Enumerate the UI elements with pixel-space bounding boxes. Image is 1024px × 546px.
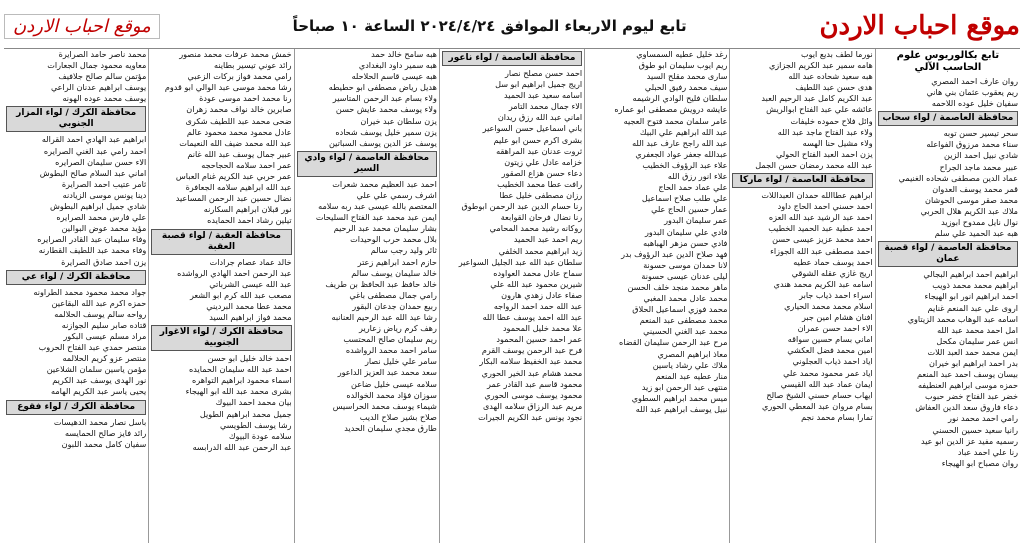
- name-entry: سوزان فؤاد محمد الخوالده: [346, 389, 437, 400]
- name-entry: دعاء حسن هزاع الصقور: [501, 167, 583, 178]
- name-entry: عمر احمد سلامه الحجاحجه: [201, 159, 292, 170]
- name-entry: سحر تيسير حسن توبه: [943, 128, 1018, 139]
- name-entry: ريم ايوب سليمان ابو طوق: [638, 60, 728, 71]
- names-column: [4, 49, 148, 543]
- name-entry: محمد فوزي اسماعيل الحلاق: [632, 304, 728, 315]
- name-entry: نجود يونس عبد الكريم الجيرات: [478, 411, 583, 422]
- name-entry: احمد عطية عبد الحميد الخطيب: [768, 223, 873, 234]
- name-entry: سناء محمد مرزوق الفواعله: [926, 139, 1018, 150]
- name-entry: محمد هشام عبد الخير الحوري: [481, 367, 583, 378]
- name-entry: علاء انور رزق الله: [667, 171, 728, 182]
- name-entry: احمد عبد الرشيد عبد الله العزه: [768, 212, 873, 223]
- name-entry: عبد الكريم كامل عبد الرحيم العبد: [761, 93, 873, 104]
- name-entry: احمد خالد خليل ابو حسن: [207, 353, 292, 364]
- name-entry: فهد صلاح الدين عبد الرؤوف بدر: [621, 248, 728, 259]
- name-entry: عبد الرحمن عبد الله الدرابسه: [192, 441, 292, 452]
- name-entry: خزامه عادل علي زيتون: [504, 156, 583, 167]
- name-entry: ولاء بسام عبد الرحمن المتاسير: [332, 93, 437, 104]
- name-entry: سلطان فليح الوادي الرشيمه: [632, 93, 728, 104]
- name-entry: تمارا بسام محمد نجم: [801, 411, 873, 422]
- name-entry: طارق مجدي سليمان الحديد: [344, 422, 437, 433]
- name-entry: سلامه عيسى خليل ضاعن: [351, 378, 437, 389]
- name-entry: ثامر عتيب احمد الصرايرة: [61, 178, 147, 189]
- name-entry: رامي احمد محمد نور: [948, 413, 1018, 424]
- name-entry: خالد عماد عصام جرادات: [209, 256, 292, 267]
- name-entry: علي فارس محمد الصرايره: [56, 212, 147, 223]
- name-entry: احمد رامي عبد الغني الصرايره: [43, 145, 147, 156]
- name-entry: الاء حسن سليمان الصرايره: [55, 156, 147, 167]
- name-entry: ريم يعقوب عثمان بني هاني: [926, 87, 1018, 98]
- name-entry: رنا حسام الدين عبد الرحمن ابوطوق: [461, 201, 583, 212]
- name-entry: احمد عبد الله سليمان الحمايده: [189, 364, 292, 375]
- name-entry: رامي محمد فواز بركات الزعبي: [187, 71, 292, 82]
- name-entry: رافت عطا محمد الخطيب: [497, 178, 583, 189]
- name-entry: شيماء يوسف محمد الحراسيس: [332, 400, 437, 411]
- name-entry: عمر حربي عبد الكريم غنام العباس: [175, 171, 292, 182]
- name-entry: بشرى اكرم حسن ابو عليم: [493, 134, 583, 145]
- name-entry: بيسان يوسف احمد عبد المنعم: [916, 369, 1018, 380]
- name-entry: هامه سمير عبد الكريم الجزازي: [768, 60, 873, 71]
- name-entry: عمر سليمان البدور: [664, 215, 728, 226]
- name-entry: رشا محمد موسى عبد الوالي ابو قدوم: [164, 82, 292, 93]
- name-entry: رامي جمال مصطفى باغي: [349, 289, 437, 300]
- name-entry: رسميه مفيد عز الدين ابو عيد: [920, 435, 1018, 446]
- name-entry: عبد الله حمد احمد الرواجه: [493, 300, 583, 311]
- name-entry: نضال حسين عبد الرحمن المساعيد: [175, 193, 292, 204]
- name-entry: سفيان كامل محمد اللبون: [61, 438, 147, 449]
- name-entry: محمد عطا محمد البرديني: [206, 300, 292, 311]
- name-entry: سماح عادل محمد العواوده: [493, 267, 583, 278]
- name-entry: رائد عوني تيسير بطاينه: [213, 60, 292, 71]
- name-entry: اماني عبد السلام صالح البطوش: [39, 167, 147, 178]
- names-grid: [4, 48, 1020, 543]
- name-entry: عمار حسين الحاج علي: [651, 204, 728, 215]
- name-entry: هبه سمير داود البغدادي: [358, 60, 437, 71]
- name-entry: ليلى عدنان عيسى حسونة: [641, 270, 728, 281]
- name-entry: سفيان خليل عوده اللاحمه: [931, 98, 1018, 109]
- name-entry: قمر محمد يوسف العدوان: [932, 183, 1018, 194]
- name-entry: ميس محمد ابراهيم السطوي: [631, 392, 728, 403]
- name-entry: لانا حمدان موسى حسونة: [643, 259, 728, 270]
- name-entry: ابراهيم احمد ابراهيم البجالي: [923, 269, 1018, 280]
- name-entry: منتهى عبد الرحمن ابو زيد: [641, 381, 728, 392]
- name-entry: رانيا سعيد حسين الحسني: [932, 424, 1018, 435]
- name-entry: يزن احمد صادق الصرايرة: [61, 256, 147, 267]
- name-entry: عبد الله ابراهيم علي البيك: [639, 126, 728, 137]
- name-entry: عامر سلمان محمد فتوح العجيه: [623, 115, 728, 126]
- name-entry: ايمن عبد محمد عبد الفتاح السليحات: [315, 212, 437, 223]
- name-entry: وفاء سليمان عبد القادر الصرايره: [37, 234, 147, 245]
- name-entry: صابرين خالد نواف محمد زهران: [186, 104, 292, 115]
- name-entry: محمد صقر موسى الحوشان: [925, 194, 1018, 205]
- name-entry: حمزه اكرم عبد الله البقاعين: [51, 297, 147, 308]
- name-entry: احمد ابراهيم انور ابو الهيجاء: [924, 291, 1018, 302]
- name-entry: مؤتمن سالم صالح جلافيف: [58, 71, 147, 82]
- name-entry: سامر علي خليل نصار: [364, 356, 437, 367]
- section-heading: محافظة العاصمة / لواء ناعور: [442, 51, 582, 66]
- name-entry: زيد ابراهيم محمد الخلفي: [498, 245, 583, 256]
- name-entry: اسامه سعيد عبد الحميد: [504, 90, 583, 101]
- name-entry: المعتصم بالله عيسى عبد ربه سلامه: [318, 201, 437, 212]
- name-entry: خضر عبد الفتاح خضر حبوب: [925, 391, 1018, 402]
- name-entry: يوسف عز الدين يوسف السباتين: [329, 137, 437, 148]
- name-entry: ملاك عبد الكريم هلال الحربي: [920, 205, 1018, 216]
- name-entry: عماد الدين مصطفى شحاده الغنيمي: [898, 172, 1018, 183]
- name-entry: محمد ناصر حامد الصرايرة: [58, 49, 147, 59]
- name-entry: سيف محمد رفيق الحبلي: [644, 82, 728, 93]
- section-heading: محافظة العاصمة / لواء سحاب: [878, 111, 1018, 126]
- name-entry: اماني بسام حسين سواقه: [787, 334, 873, 345]
- name-entry: نور قبلان ابراهيم السكارنه: [203, 204, 292, 215]
- name-entry: فرح عبد الرحمن يوسف القرم: [481, 345, 583, 356]
- name-entry: هبه عبد الحميد علي سلم: [934, 228, 1018, 239]
- name-entry: روان مصباح ابو الهيجاء: [941, 457, 1018, 468]
- name-entry: ماهر محمد منجد خلف الحسن: [627, 281, 728, 292]
- name-entry: تيلين رشاد احمد الحمايده: [207, 215, 292, 226]
- name-entry: قتاده صابر سليم الجوازنه: [61, 319, 147, 330]
- name-entry: ايمان عماد عبد الله القيسي: [780, 378, 873, 389]
- name-entry: اياد عمر محمود محمد علي: [783, 367, 873, 378]
- name-entry: احمد محمد عزيز عيسى حسن: [772, 234, 873, 245]
- name-entry: عبد الله محمد ضيف الله النعيمات: [179, 137, 292, 148]
- name-entry: معاويه محمود جمال الجعارات: [47, 60, 147, 71]
- name-entry: محمد مصطفى عبد المنعم: [639, 315, 728, 326]
- name-entry: مؤيد محمد عوض البوالين: [61, 223, 147, 234]
- site-logo-large: موقع احباب الاردن: [819, 11, 1020, 41]
- name-entry: يزن سمير خليل يوسف شحاده: [335, 126, 437, 137]
- name-entry: ريم سليمان صالح المحتسب: [343, 334, 437, 345]
- name-entry: اسامه عبد الكريم محمد هندي: [773, 278, 873, 289]
- page-header: [4, 4, 1020, 48]
- name-entry: عبد الله احمد يوسف عطا الله: [482, 312, 583, 323]
- name-entry: ثائر وليد رجب سالم: [370, 245, 437, 256]
- name-entry: يزن احمد العبد الفتاح الحولي: [776, 148, 873, 159]
- name-entry: ولاء عبد الفتاح ماجد عبد الله: [777, 126, 873, 137]
- name-entry: رواحه سالم يوسف الحلالمه: [54, 308, 147, 319]
- name-entry: بيان محمد احمد البيوك: [215, 397, 292, 408]
- name-entry: عبد الله ابراهيم سلامه الجعافرة: [185, 182, 292, 193]
- name-entry: عبير جمال يوسف عبد الله غانم: [187, 148, 292, 159]
- section-heading: محافظة الكرك / لواء الاغوار الجنوبية: [151, 325, 291, 351]
- name-entry: رهف كرم رياض زعارير: [359, 323, 437, 334]
- name-entry: اريج جميل ابراهيم ابو سل: [495, 79, 583, 90]
- name-entry: عبد الله محمد رمضان حسن الجمل: [755, 159, 873, 170]
- name-entry: شادي جميل ابراهيم البطوش: [49, 201, 147, 212]
- name-entry: احمد عبد العظيم محمد شعرات: [332, 178, 437, 189]
- name-entry: رزان مصطفى خليل عطا: [499, 190, 583, 201]
- name-entry: حازم احمد ابراهيم زعتر: [357, 256, 437, 267]
- name-entry: رشا يوسف الطويسي: [219, 419, 292, 430]
- name-entry: ملاك علي رشاد ياسين: [652, 359, 728, 370]
- name-entry: بشار سليمان محمد عبد الرحيم: [333, 223, 437, 234]
- name-entry: افنان هشام امين جبر: [801, 312, 873, 323]
- name-entry: ايهاب حسام حسني الشيخ صالح: [766, 389, 873, 400]
- name-entry: شادي نبيل احمد الزين: [944, 150, 1018, 161]
- name-entry: خمش محمد عرفات محمد منصور: [179, 49, 292, 59]
- name-entry: احمد حسني احمد الحاج داود: [777, 201, 873, 212]
- name-entry: دينا يونس موسى الزيادنه: [62, 189, 147, 200]
- name-entry: مراد مسلم عيسى البكور: [63, 330, 147, 341]
- name-entry: باني اسماعيل حسن السواعير: [482, 123, 583, 134]
- name-entry: فادي علي سليمان البدور: [644, 226, 728, 237]
- name-entry: ريم احمد عبد الحميد: [513, 234, 583, 245]
- name-entry: معاذ ابراهيم المصري: [657, 348, 728, 359]
- name-entry: الاء احمد حسن عمران: [797, 323, 873, 334]
- name-entry: منار عطيه عبد المنعم: [655, 370, 728, 381]
- name-entry: عبدالله جعفر عواد الجعفري: [635, 148, 728, 159]
- name-entry: علي طلب صلاح اسماعيل: [641, 193, 728, 204]
- name-entry: صفاء عادل زهدي هارون: [501, 289, 583, 300]
- name-entry: رنا محمد احمد موسى عودة: [199, 93, 292, 104]
- name-entry: ابراهيم عطاالله حمدان العبداللات: [761, 190, 873, 201]
- name-entry: شيرين محمود عبد الله علي: [490, 278, 583, 289]
- name-entry: بشرى محمد عبد الله ابو الهيجاء: [185, 386, 292, 397]
- name-entry: دعاء فاروق سعد الدين العفاش: [915, 402, 1018, 413]
- name-entry: ايمن محمد حمد العبد اللات: [927, 346, 1018, 357]
- name-entry: منتصر حمدي عبد الفتاح الحروب: [38, 342, 147, 353]
- name-entry: روكانه رشيد محمد المحامي: [489, 223, 583, 234]
- section-heading: محافظة العاصمة / لواء قصبة عمان: [878, 241, 1018, 267]
- name-entry: احمد مصطفى عبد الله الجوزاء: [770, 245, 873, 256]
- name-entry: علا محمد خليل المحمود: [502, 323, 583, 334]
- name-entry: وفاء محمد عبد اللطيف القطارنه: [38, 245, 147, 256]
- name-entry: نورما لطف بديع ايوب: [801, 49, 873, 59]
- name-entry: يحيى ياسر عبد الكريم الهامه: [50, 386, 147, 397]
- name-entry: محمود يوسف موسى الحوري: [484, 389, 583, 400]
- name-entry: صلاح بشير صلاح الديب: [359, 411, 437, 422]
- name-entry: محمود قاسم عبد القادر عمر: [487, 378, 583, 389]
- name-entry: بلال محمد حرب الوحيدات: [350, 234, 437, 245]
- name-entry: امين محمد فضل العكشي: [787, 345, 873, 356]
- name-entry: اسلام محمد محمد الحياري: [784, 300, 873, 311]
- column-title: تابع بكالوريوس علوم الحاسب الآلي: [896, 50, 1000, 73]
- name-entry: يوسف محمد عوده الهونه: [62, 93, 147, 104]
- name-entry: ابراهيم محمد محمد ذويب: [932, 280, 1018, 291]
- name-entry: عبد الله عيسى الشرباتي: [209, 278, 292, 289]
- section-heading: محافظة الكرك / لواء عي: [6, 270, 146, 285]
- name-entry: مؤمن ياسين سلمان الشلاعين: [46, 364, 147, 375]
- name-entry: هبه سامح خالد حمد: [371, 49, 437, 59]
- name-entry: امل احمد محمد عبد الله: [937, 324, 1018, 335]
- name-entry: ابراهيم عبد الهادي احمد القراله: [41, 134, 147, 145]
- name-entry: رائد فايز صالح الحمايسه: [64, 427, 147, 438]
- name-entry: هبه سعيد شحاده عبد الله: [788, 71, 873, 82]
- section-heading: محافظة العاصمة / لواء ماركا: [732, 173, 872, 188]
- name-entry: بدر احمد ابراهيم ابو خيران: [929, 357, 1018, 368]
- name-entry: بسام مروان عبد المعطي الحوري: [762, 400, 873, 411]
- name-entry: محمد فواز ابراهيم السيد: [209, 311, 292, 322]
- names-column: [148, 49, 293, 543]
- name-entry: ربيع حمدان جدعان البقور: [352, 300, 437, 311]
- name-entry: ولاء مشيل حنا الهسه: [802, 137, 873, 148]
- names-column: [729, 49, 874, 543]
- name-entry: علاء عبد الرؤوف الخطيب: [642, 159, 728, 170]
- names-column: [439, 49, 584, 543]
- site-logo-small: موقع احباب الاردن: [4, 14, 160, 39]
- name-entry: رنا نضال فرحان القوابعة: [500, 212, 583, 223]
- name-entry: اياد احمد ذياب العجلوني: [792, 356, 873, 367]
- name-entry: خالد سليمان يوسف سالم: [351, 267, 437, 278]
- name-entry: الاء جمال محمد التامر: [508, 101, 583, 112]
- name-entry: ثروت عدنان عبد المراهقه: [496, 145, 583, 156]
- name-entry: جميل محمد ابراهيم الطويل: [199, 408, 292, 419]
- name-entry: رنا علي احمد عباد: [957, 446, 1018, 457]
- name-entry: سارى محمد مقلح السيد: [646, 71, 728, 82]
- name-entry: هبه عيسى قاسم الحلاحله: [351, 71, 437, 82]
- name-entry: عادل محمود محمد محمود عالم: [186, 126, 292, 137]
- name-entry: وائل فلاح حموده خليفات: [790, 115, 873, 126]
- name-entry: عبير محمد ماجد الجراح: [939, 161, 1018, 172]
- name-entry: محمد عادل محمد المغبي: [643, 293, 728, 304]
- name-entry: احمد يوسف حماد عطيه: [793, 256, 873, 267]
- name-entry: نبيل يوسف ابراهيم عبد الله: [635, 404, 728, 414]
- name-entry: احمد حسن مصلح نصار: [504, 68, 583, 78]
- name-entry: عبد الرحمن احمد الهادي الرواشده: [177, 267, 292, 278]
- name-entry: سامر احمد محمد الرواشده: [345, 345, 437, 356]
- section-heading: محافظة الكرك / لواء المزار الجنوبي: [6, 106, 146, 132]
- name-entry: حمزه موسى ابراهيم العنطيفه: [917, 380, 1018, 391]
- name-entry: سعد محمد عبد العزيز الداعور: [337, 367, 437, 378]
- names-column: [584, 49, 729, 543]
- name-entry: نوال نايل ممدوح ابوزيد: [941, 217, 1018, 228]
- name-entry: عمر احمد حسين المحمود: [496, 334, 583, 345]
- section-heading: محافظة العاصمة / لواء وادي السير: [297, 151, 437, 177]
- name-entry: سلطان عبد الله عبد الجليل السواعير: [458, 256, 583, 267]
- name-entry: هدى حسن عبد اللطيف: [795, 82, 873, 93]
- name-entry: اماني عبد الله رزق ريدان: [497, 112, 583, 123]
- name-entry: اسامه عبد الوهاب محمد الزيتاوي: [907, 313, 1018, 324]
- name-entry: رغد خليل عطيه السمساوي: [636, 49, 728, 59]
- name-entry: عبد الله راجح عارف عبد الله: [632, 137, 728, 148]
- name-entry: نور الهدى يوسف عبد الكريم: [52, 375, 147, 386]
- name-entry: رشا عبد الله عبد الرحيم العنانبه: [331, 311, 437, 322]
- name-entry: خالد حافظ عبد الحافظ بن طريف: [325, 278, 437, 289]
- name-entry: محمد عبد الغني الحسيني: [643, 326, 728, 337]
- name-entry: اسماء محمود ابراهيم التواهره: [191, 375, 292, 386]
- name-entry: اسراء احمد ذياب جابر: [799, 289, 873, 300]
- section-heading: محافظة الكرك / لواء فقوع: [6, 400, 146, 415]
- name-entry: محمد عبد الخفيظ سلامه البكار: [479, 356, 583, 367]
- name-entry: يزن سلطان عبد خيران: [360, 115, 437, 126]
- name-entry: مرح عبد الرحمن سليمان القضاه: [619, 337, 728, 348]
- name-entry: باسل نصار محمد الدهيسات: [53, 416, 147, 427]
- name-entry: ولاء يوسف محمد عايش حسن: [335, 104, 437, 115]
- name-entry: ضحى محمد عبد اللطيف شكرى: [185, 115, 292, 126]
- name-entry: علي عماد حمد الحاج: [658, 182, 728, 193]
- name-entry: جواد محمد محمود محمد الطراونه: [33, 286, 147, 297]
- name-entry: اشرف رسمي علي علي: [356, 189, 437, 200]
- name-entry: انس عمر سليمان مكحل: [936, 335, 1018, 346]
- page-headline: تابع ليوم الاربعاء الموافق ٢٠٢٤/٤/٢٤ الساعة ١٠ صباحاً: [292, 17, 687, 35]
- name-entry: سلامه عودة البيوك: [228, 430, 292, 441]
- name-entry: عائشه علي عبد الفتاح ابوالريش: [766, 104, 873, 115]
- name-entry: روان عارف احمد المصري: [931, 76, 1018, 86]
- name-entry: منتصر عزو كريم الحلالمه: [62, 353, 147, 364]
- name-entry: هديل رياض مصطفى ابو حطيطه: [328, 82, 437, 93]
- name-entry: عايشه درويش مصطفى ابو عماره: [614, 104, 728, 115]
- section-heading: محافظة العقبة / لواء قصبة العقبة: [151, 229, 291, 255]
- name-entry: اريج غازي عقله الشوقي: [791, 267, 873, 278]
- name-entry: مصعب عبد الله كرم ابو الشعر: [189, 289, 292, 300]
- name-entry: مريم عبد الرزاق سلامه الهدى: [482, 400, 583, 411]
- name-entry: فادي حسن مزهر الهباهبه: [643, 237, 728, 248]
- names-column: [294, 49, 439, 543]
- names-column: [875, 49, 1020, 543]
- name-entry: يوسف ابراهيم عدنان الراعي: [50, 82, 147, 93]
- name-entry: اروى علي عبد المنعم غنايم: [927, 302, 1018, 313]
